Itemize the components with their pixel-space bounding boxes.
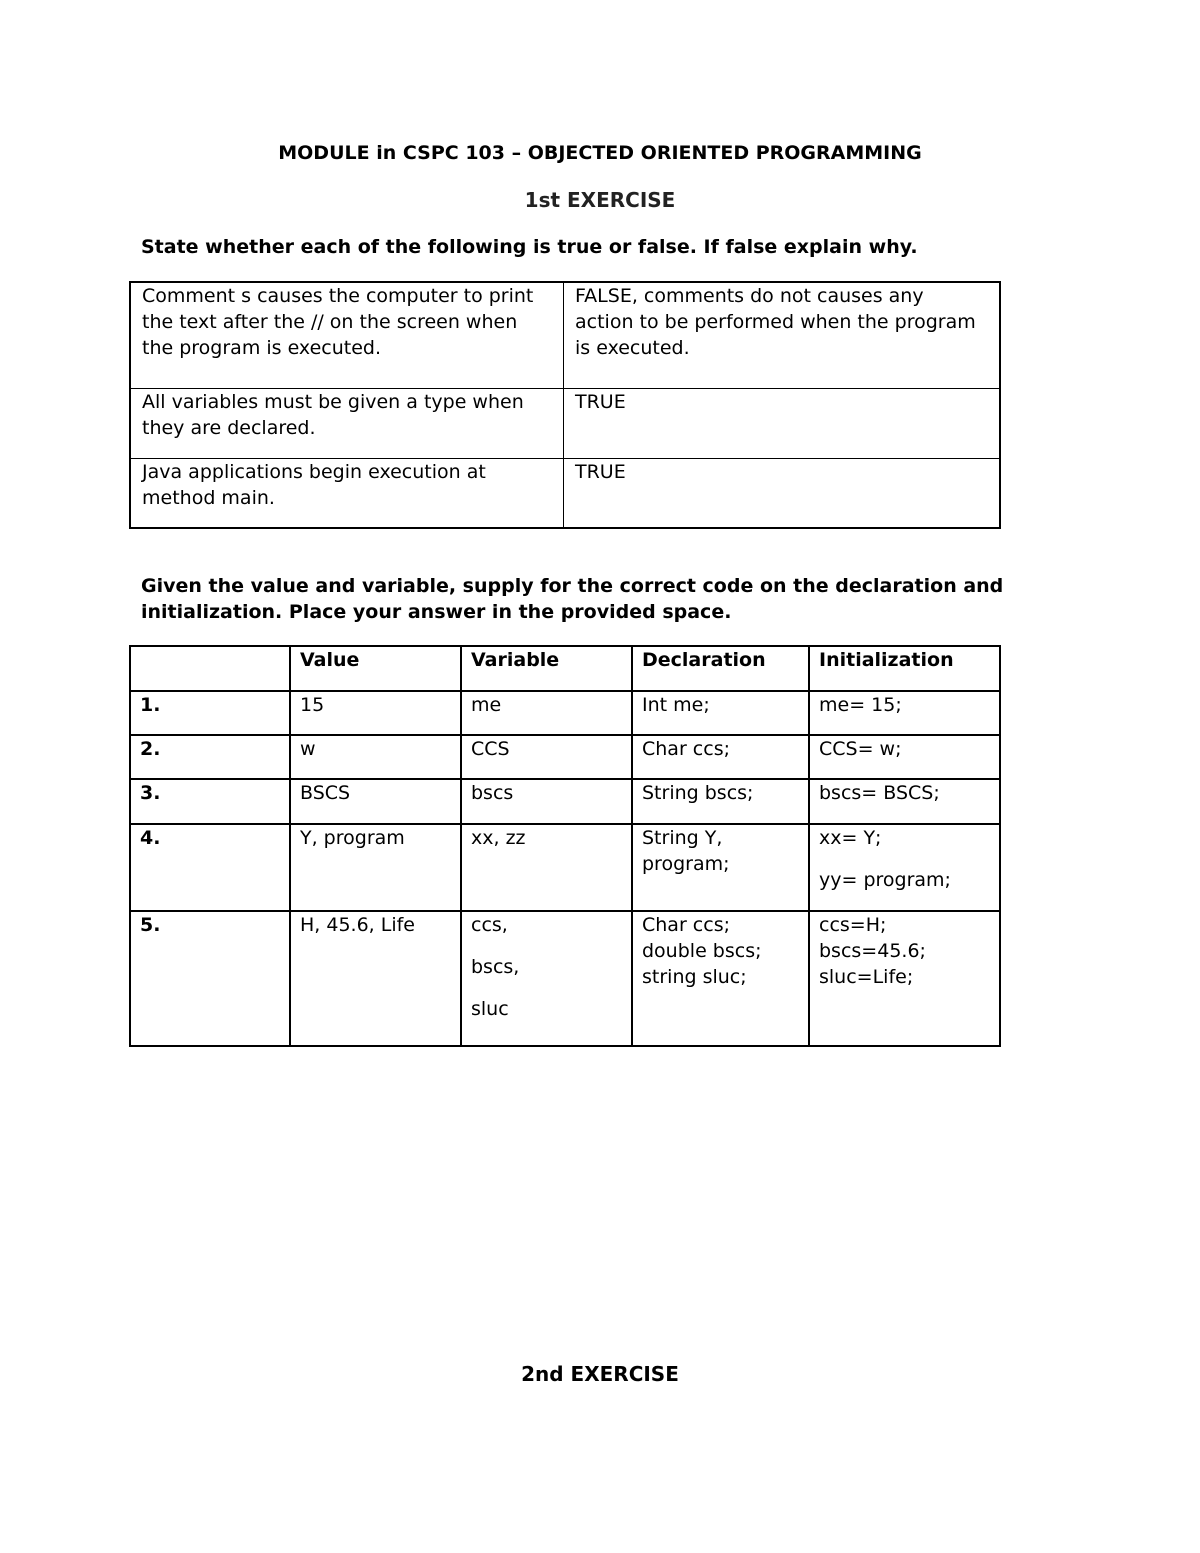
declaration-line: double bscs;: [642, 940, 762, 962]
answer-cell: FALSE, comments do not causes any action to be performed when the program is executed.: [564, 282, 1001, 389]
initialization-line: me= 15;: [819, 694, 902, 716]
row-number: 5.: [130, 911, 290, 1046]
variable-line: ccs,: [471, 914, 508, 936]
statement-cell: All variables must be given a type when they are declared.: [130, 389, 564, 459]
table-row: [130, 691, 1000, 735]
initialization-line: yy= program;: [819, 869, 951, 891]
answer-cell: TRUE: [564, 389, 1001, 459]
variable-cell: [461, 911, 632, 1046]
declaration-line: String bscs;: [642, 782, 754, 804]
declaration-line: string sluc;: [642, 966, 747, 988]
declaration-line: Char ccs;: [642, 738, 730, 760]
declaration-cell: [632, 824, 809, 911]
variable-line: CCS: [471, 738, 510, 760]
row-number: 2.: [130, 735, 290, 779]
header-cell-initialization: Initialization: [809, 646, 1000, 691]
declaration-table: [129, 645, 1001, 1047]
answer-cell: TRUE: [564, 459, 1001, 529]
table-row: [130, 389, 1000, 459]
initialization-cell: [809, 824, 1000, 911]
statement-cell: Java applications begin execution at method main.: [130, 459, 564, 529]
initialization-line: xx= Y;: [819, 827, 882, 849]
table-row: [130, 735, 1000, 779]
initialization-cell: [809, 691, 1000, 735]
header-cell-value: Value: [290, 646, 461, 691]
variable-cell: [461, 824, 632, 911]
initialization-line: bscs=45.6;: [819, 940, 926, 962]
exercise-2-heading: 2nd EXERCISE: [521, 1362, 679, 1386]
value-cell: Y, program: [290, 824, 461, 911]
initialization-line: ccs=H;: [819, 914, 887, 936]
variable-cell: [461, 691, 632, 735]
header-row: [130, 646, 1000, 691]
row-number: 4.: [130, 824, 290, 911]
initialization-cell: [809, 911, 1000, 1046]
initialization-line: sluc=Life;: [819, 966, 914, 988]
declaration-line: Char ccs;: [642, 914, 730, 936]
variable-cell: [461, 735, 632, 779]
variable-line: me: [471, 694, 502, 716]
instruction-true-false: State whether each of the following is true or false. If false explain why.: [141, 236, 918, 258]
statement-cell: Comment s causes the computer to print the text after the // on the screen when the program is executed.: [130, 282, 564, 389]
value-cell: 15: [290, 691, 461, 735]
declaration-cell: [632, 691, 809, 735]
document-title: MODULE in CSPC 103 – OBJECTED ORIENTED PROGRAMMING: [278, 142, 922, 164]
declaration-line: program;: [642, 853, 730, 875]
declaration-cell: [632, 735, 809, 779]
table-row: [130, 911, 1000, 1046]
variable-cell: [461, 779, 632, 824]
exercise-1-heading: 1st EXERCISE: [524, 188, 676, 212]
declaration-cell: [632, 911, 809, 1046]
table-row: [130, 459, 1000, 529]
variable-line: bscs,: [471, 956, 520, 978]
row-number: 3.: [130, 779, 290, 824]
variable-line: xx, zz: [471, 827, 526, 849]
initialization-cell: [809, 779, 1000, 824]
declaration-cell: [632, 779, 809, 824]
true-false-table: [129, 281, 1001, 529]
header-cell-declaration: Declaration: [632, 646, 809, 691]
initialization-cell: [809, 735, 1000, 779]
variable-line: sluc: [471, 998, 509, 1020]
header-cell-variable: Variable: [461, 646, 632, 691]
declaration-line: Int me;: [642, 694, 710, 716]
table-row: [130, 824, 1000, 911]
initialization-line: CCS= w;: [819, 738, 902, 760]
variable-line: bscs: [471, 782, 514, 804]
value-cell: H, 45.6, Life: [290, 911, 461, 1046]
row-number: 1.: [130, 691, 290, 735]
table-row: [130, 779, 1000, 824]
header-cell-number: [130, 646, 290, 691]
initialization-line: bscs= BSCS;: [819, 782, 940, 804]
value-cell: BSCS: [290, 779, 461, 824]
declaration-line: String Y,: [642, 827, 723, 849]
table-row: [130, 282, 1000, 389]
instruction-declaration: Given the value and variable, supply for the correct code on the declaration and initialization. Place your answer in the provided space.: [141, 575, 1004, 623]
value-cell: w: [290, 735, 461, 779]
